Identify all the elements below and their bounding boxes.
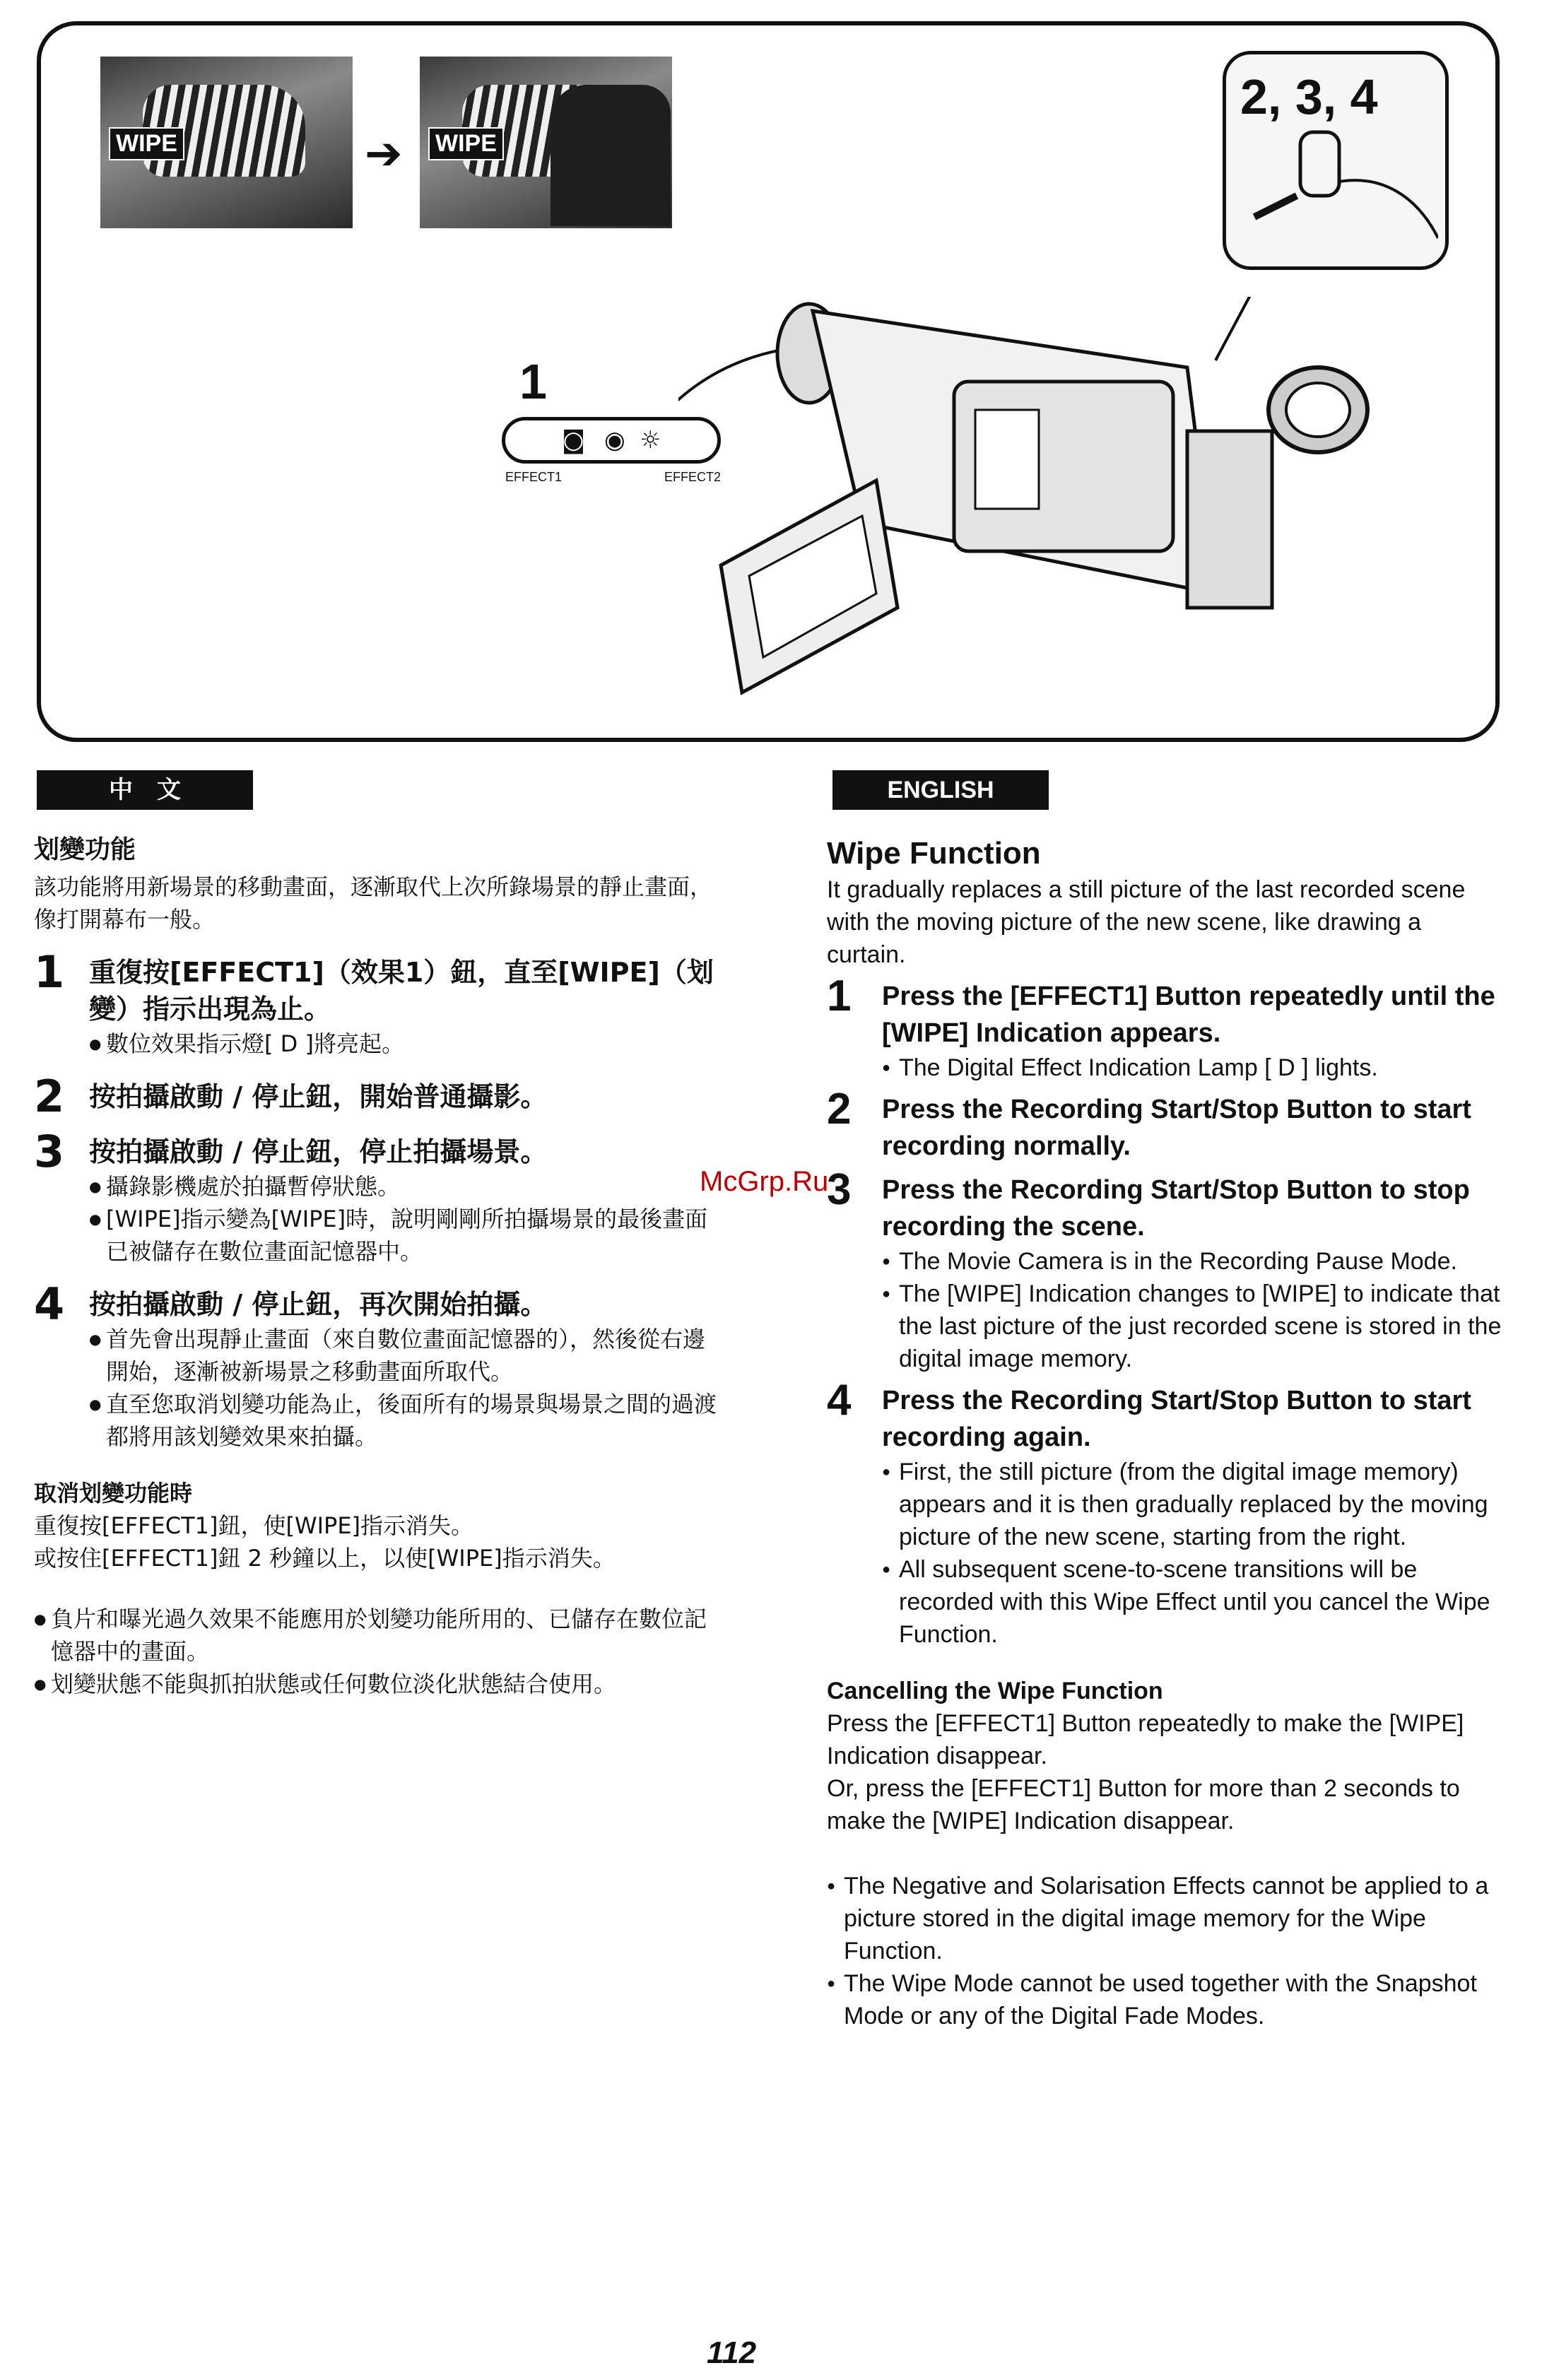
english-cancel-line: Press the [EFFECT1] Button repeatedly to make the [WIPE] Indication disappear. — [827, 1710, 1464, 1769]
step-bullet: ● 直至您取消划變功能為止，後面所有的場景與場景之間的過渡都將用該划變效果來拍攝。 — [89, 1388, 726, 1453]
watermark: McGrp.Ru — [700, 1166, 829, 1197]
chinese-notes — [34, 1603, 726, 1700]
callout-step-numbers: 2, 3, 4 — [1240, 69, 1378, 124]
wipe-label-before: WIPE — [109, 127, 184, 160]
step-number: 1 — [34, 946, 65, 998]
diagram-step-1: 1 — [519, 354, 547, 409]
english-step-4 — [827, 1376, 1505, 1651]
wipe-overlay — [551, 85, 671, 226]
button-callout — [1223, 51, 1449, 270]
wipe-label-after: WIPE — [428, 127, 504, 160]
record-button-icon — [1226, 54, 1438, 259]
effect1-icon: ◙ — [562, 426, 585, 454]
chinese-step-2 — [34, 1071, 726, 1122]
english-cancel-line: Or, press the [EFFECT1] Button for more than 2 seconds to make the [WIPE] Indication disappear. — [827, 1775, 1460, 1834]
english-note: ● The Negative and Solarisation Effects cannot be applied to a picture stored in the digital image memory for the Wipe Function. — [827, 1870, 1505, 1967]
step-text: Press the Recording Start/Stop Button to stop recording the scene. — [882, 1175, 1470, 1242]
zebra-photo-before — [100, 57, 353, 228]
english-column — [827, 834, 1505, 2032]
chinese-step-1 — [34, 946, 726, 1060]
digital-lamp-icon: ◉ — [604, 426, 625, 454]
chinese-column — [34, 834, 726, 1700]
step-bullet: ● The [WIPE] Indication changes to [WIPE] to indicate that the last picture of the just recorded scene is stored in the digital image memory. — [882, 1278, 1505, 1375]
english-section-header: ENGLISH — [832, 770, 1049, 810]
chinese-cancel-title: 取消划變功能時 — [34, 1480, 193, 1507]
english-title: Wipe Function — [827, 836, 1041, 871]
step-number: 1 — [827, 972, 852, 1020]
step-bullet: ● 數位效果指示燈[ D ]將亮起。 — [89, 1027, 726, 1060]
step-number: 2 — [34, 1071, 65, 1122]
zebra-photo-after — [420, 57, 672, 228]
chinese-cancel-line: 重復按[EFFECT1]鈕，使[WIPE]指示消失。 — [34, 1512, 474, 1539]
chinese-step-4 — [34, 1278, 726, 1453]
chinese-cancel-line: 或按住[EFFECT1]鈕 2 秒鐘以上，以使[WIPE]指示消失。 — [34, 1545, 616, 1572]
step-text: 按拍攝啟動 / 停止鈕，開始普通攝影。 — [89, 1081, 548, 1112]
english-intro: It gradually replaces a still picture of the last recorded scene with the moving picture of the new scene, like drawing a curtain. — [827, 876, 1466, 968]
step-number: 3 — [34, 1126, 65, 1177]
dial-label-effect2: EFFECT2 — [664, 470, 722, 484]
english-step-1 — [827, 972, 1505, 1084]
step-text: 按拍攝啟動 / 停止鈕，再次開始拍攝。 — [89, 1289, 548, 1320]
english-step-2 — [827, 1085, 1505, 1165]
step-text: 重復按[EFFECT1]（效果1）鈕，直至[WIPE]（划變）指示出現為止。 — [89, 957, 714, 1025]
step-text: 按拍攝啟動 / 停止鈕，停止拍攝場景。 — [89, 1136, 548, 1167]
step-number: 3 — [827, 1165, 852, 1214]
step-text: Press the Recording Start/Stop Button to start recording again. — [882, 1386, 1471, 1452]
english-step-3 — [827, 1165, 1505, 1375]
step-bullet: ● The Movie Camera is in the Recording Pause Mode. — [882, 1245, 1505, 1278]
chinese-section-header: 中 文 — [37, 770, 253, 810]
step-number: 2 — [827, 1085, 852, 1133]
step-text: Press the Recording Start/Stop Button to start recording normally. — [882, 1095, 1471, 1161]
step-bullet: ● First, the still picture (from the digital image memory) appears and it is then gradually replaced by the moving picture of the new scene, starting from the right. — [882, 1456, 1505, 1553]
english-note: ● The Wipe Mode cannot be used together with the Snapshot Mode or any of the Digital Fade Modes. — [827, 1967, 1505, 2032]
step-bullet: ● [WIPE]指示變為[WIPE]時，說明剛剛所拍攝場景的最後畫面已被儲存在數位畫面記憶器中。 — [89, 1203, 726, 1268]
chinese-note: ● 划變狀態不能與抓拍狀態或任何數位淡化狀態結合使用。 — [34, 1668, 726, 1700]
camcorder-illustration — [678, 297, 1385, 721]
step-bullet: ● 攝錄影機處於拍攝暫停狀態。 — [89, 1170, 726, 1203]
step-bullet: ● The Digital Effect Indication Lamp [ D ] lights. — [882, 1051, 1505, 1084]
step-text: Press the [EFFECT1] Button repeatedly until the [WIPE] Indication appears. — [882, 982, 1495, 1048]
dial-label-effect1: EFFECT1 — [505, 470, 563, 484]
effect2-icon: ☼ — [640, 426, 661, 454]
chinese-step-3 — [34, 1126, 726, 1268]
step-number: 4 — [827, 1376, 852, 1425]
step-bullet: ● All subsequent scene-to-scene transitions will be recorded with this Wipe Effect until you cancel the Wipe Function. — [882, 1553, 1505, 1651]
english-cancel-title: Cancelling the Wipe Function — [827, 1678, 1163, 1704]
page-number: 112 — [707, 2335, 757, 2370]
arrow-right-icon: ➔ — [365, 128, 403, 179]
step-bullet: ● 首先會出現靜止畫面（來自數位畫面記憶器的），然後從右邊開始，逐漸被新場景之移動畫面所取代。 — [89, 1323, 726, 1388]
english-notes — [827, 1870, 1505, 2032]
step-number: 4 — [34, 1278, 65, 1330]
chinese-intro: 該功能將用新場景的移動畫面，逐漸取代上次所錄場景的靜止畫面，像打開幕布一般。 — [34, 873, 713, 933]
chinese-note: ● 負片和曝光過久效果不能應用於划變功能所用的、已儲存在數位記憶器中的畫面。 — [34, 1603, 726, 1668]
chinese-title: 划變功能 — [34, 835, 136, 864]
